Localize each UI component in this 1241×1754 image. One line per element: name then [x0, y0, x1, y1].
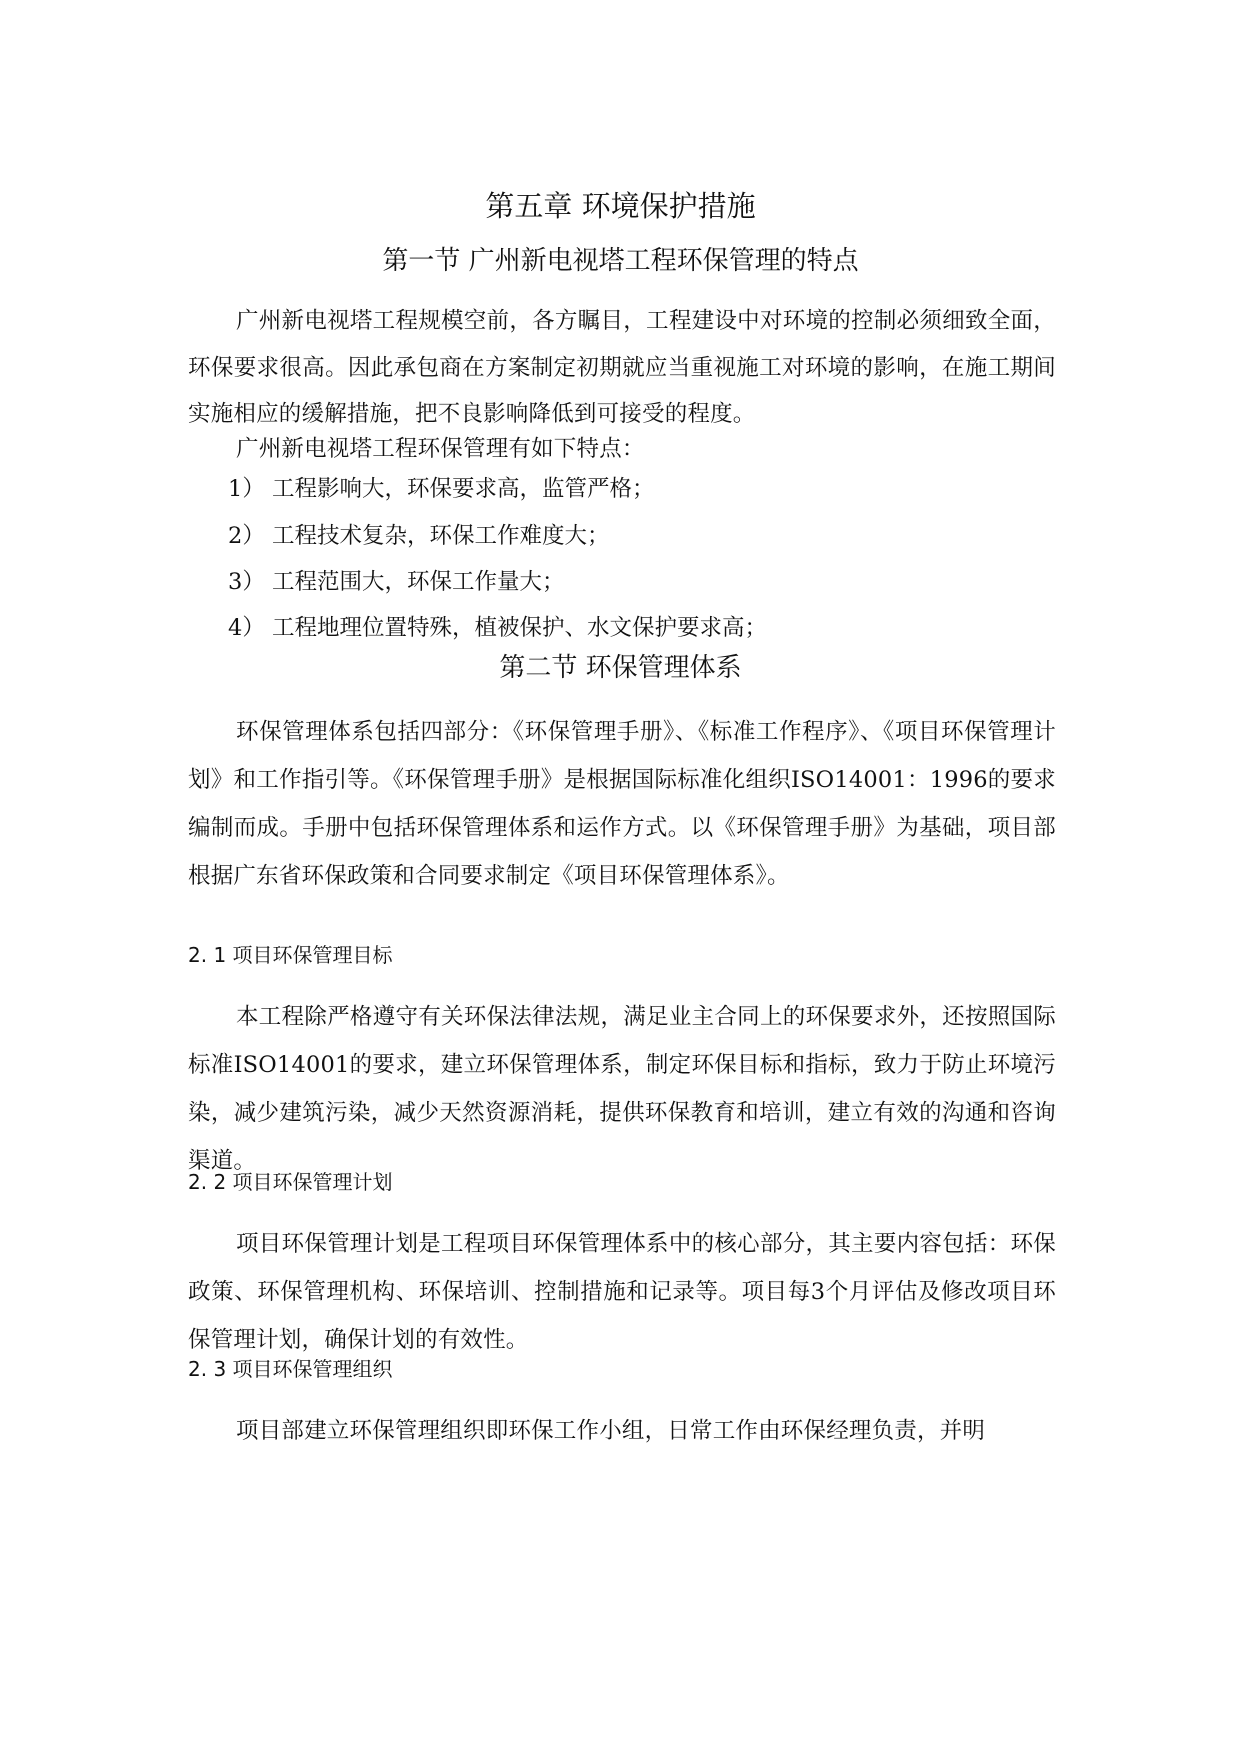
list-item-number: 1） — [228, 476, 265, 502]
section-2-title: 第二节 环保管理体系 — [499, 653, 742, 683]
list-item-number: 2） — [228, 523, 265, 549]
section-2-intro: 环保管理体系包括四部分：《环保管理手册》、《标准工作程序》、《项目环保管理计划》和工作指引等。《环保管理手册》是根据国际标准化组织ISO14001：1996的要求编制而成。手册中包括环保管理体系和运作方式。以《环保管理手册》为基础，项目部根据广东省环保政策和合同要求制定《项目环保管理体系》。 — [188, 719, 1056, 889]
section-1-paragraph-1: 广州新电视塔工程规模空前，各方瞩目，工程建设中对环境的控制必须细致全面，环保要求很高。因此承包商在方案制定初期就应当重视施工对环境的影响，在施工期间实施相应的缓解措施，把不良影响降低到可接受的程度。 — [188, 308, 1056, 427]
subsection-paragraph: 本工程除严格遵守有关环保法律法规，满足业主合同上的环保要求外，还按照国际标准ISO14001的要求，建立环保管理体系，制定环保目标和指标，致力于防止环境污染，减少建筑污染，减少天然资源消耗，提供环保教育和培训，建立有效的沟通和咨询渠道。 — [188, 1004, 1056, 1174]
list-item — [228, 520, 610, 552]
subsection-heading: 2. 2 项目环保管理计划 — [188, 1170, 393, 1194]
subsection-paragraph: 项目部建立环保管理组织即环保工作小组，日常工作由环保经理负责，并明 — [236, 1418, 986, 1444]
list-item-number: 3） — [228, 569, 265, 595]
list-item — [228, 566, 565, 598]
subsection-heading: 2. 3 项目环保管理组织 — [188, 1357, 393, 1381]
list-item-text: 工程技术复杂，环保工作难度大； — [272, 523, 610, 549]
list-item-number: 4） — [228, 615, 265, 641]
list-item-text: 工程范围大，环保工作量大； — [272, 569, 565, 595]
subsection-paragraph: 项目环保管理计划是工程项目环保管理体系中的核心部分，其主要内容包括：环保政策、环保管理机构、环保培训、控制措施和记录等。项目每3个月评估及修改项目环保管理计划，确保计划的有效性。 — [188, 1231, 1056, 1353]
list-item — [228, 473, 655, 505]
list-item-text: 工程影响大，环保要求高，监管严格； — [272, 476, 655, 502]
list-item-text: 工程地理位置特殊，植被保护、水文保护要求高； — [272, 615, 768, 641]
chapter-title: 第五章 环境保护措施 — [485, 189, 756, 223]
list-item — [228, 612, 767, 644]
section-1-paragraph-2: 广州新电视塔工程环保管理有如下特点： — [236, 436, 645, 462]
section-1-title: 第一节 广州新电视塔工程环保管理的特点 — [382, 246, 859, 276]
subsection-heading: 2. 1 项目环保管理目标 — [188, 943, 393, 967]
